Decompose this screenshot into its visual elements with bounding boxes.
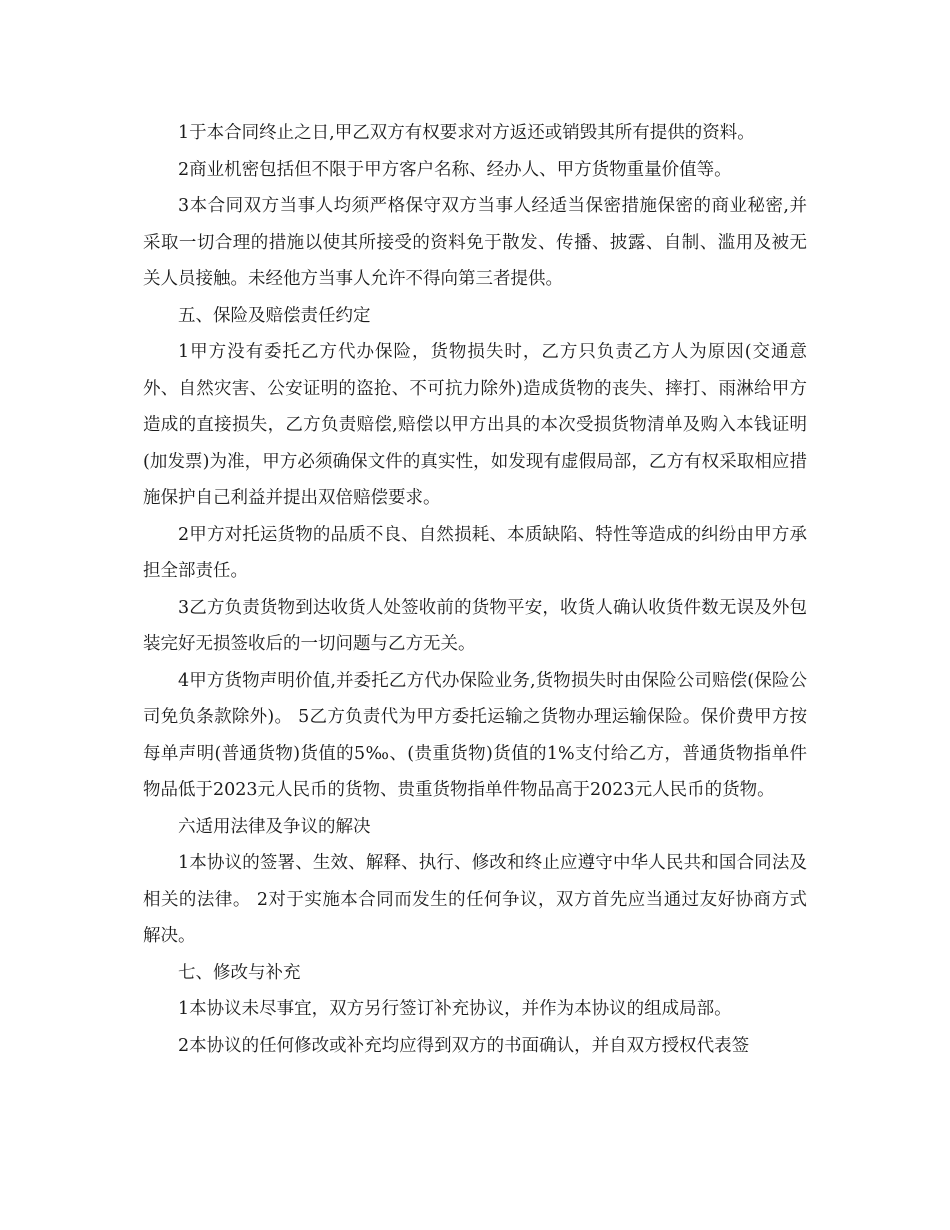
- section-heading-governing-law: 六适用法律及争议的解决: [178, 816, 371, 837]
- paragraph-supplementary-agreement: 1本协议未尽事宜，双方另行签订补充协议，并作为本协议的组成局部。: [178, 999, 732, 1019]
- paragraph-no-insurance-liability: 1甲方没有委托乙方代办保险，货物损失时，乙方只负责乙方人为原因(交通意外、自然灾害、公安证明的盗抢、不可抗力除外)造成货物的丧失、摔打、雨淋给甲方造成的直接损失，乙方负责赔偿,赔偿以甲方出具的本次受损货物清单及购入本钱证明(加发票)为准，甲方必须确保文件的真实性，如发现有虚假局部，乙方有权采取相应措施保护自己利益并提出双倍赔偿要求。: [143, 342, 807, 508]
- paragraph-quality-disputes: 2甲方对托运货物的品质不良、自然损耗、本质缺陷、特性等造成的纠纷由甲方承担全部责任。: [143, 524, 807, 581]
- paragraph-return-of-materials: 1于本合同终止之日,甲乙双方有权要求对方返还或销毁其所有提供的资料。: [178, 123, 755, 143]
- paragraph-confidentiality-duty: 3本合同双方当事人均须严格保守双方当事人经适当保密措施保密的商业秘密,并采取一切合理的措施以使其所接受的资料免于散发、传播、披露、自制、滥用及被无关人员接触。未经他方当事人允许不得向第三者提供。: [143, 196, 807, 289]
- paragraph-trade-secrets-scope: 2商业机密包括但不限于甲方客户名称、经办人、甲方货物重量价值等。: [178, 159, 732, 180]
- document-body: [143, 115, 807, 1064]
- paragraph-governing-law: 1本协议的签署、生效、解释、执行、修改和终止应遵守中华人民共和国合同法及相关的法律。 2对于实施本合同而发生的任何争议，双方首先应当通过友好协商方式解决。: [143, 853, 807, 946]
- paragraph-delivery-safety: 3乙方负责货物到达收货人处签收前的货物平安，收货人确认收货件数无误及外包装完好无损签收后的一切问题与乙方无关。: [143, 597, 807, 654]
- paragraph-written-confirmation: 2本协议的任何修改或补充均应得到双方的书面确认，并自双方授权代表签: [178, 1035, 750, 1056]
- paragraph-declared-value-insurance: 4甲方货物声明价值,并委托乙方代办保险业务,货物损失时由保险公司赔偿(保险公司免负条款除外)。 5乙方负责代为甲方委托运输之货物办理运输保险。保价费甲方按每单声明(普通货物)货值的5‰、(贵重货物)货值的1%支付给乙方，普通货物指单件物品低于2023元人民币的货物、贵重货物指单件物品高于2023元人民币的货物。: [143, 670, 807, 800]
- section-heading-insurance: 五、保险及赔偿责任约定: [178, 305, 371, 326]
- section-heading-amendments: 七、修改与补充: [178, 962, 301, 983]
